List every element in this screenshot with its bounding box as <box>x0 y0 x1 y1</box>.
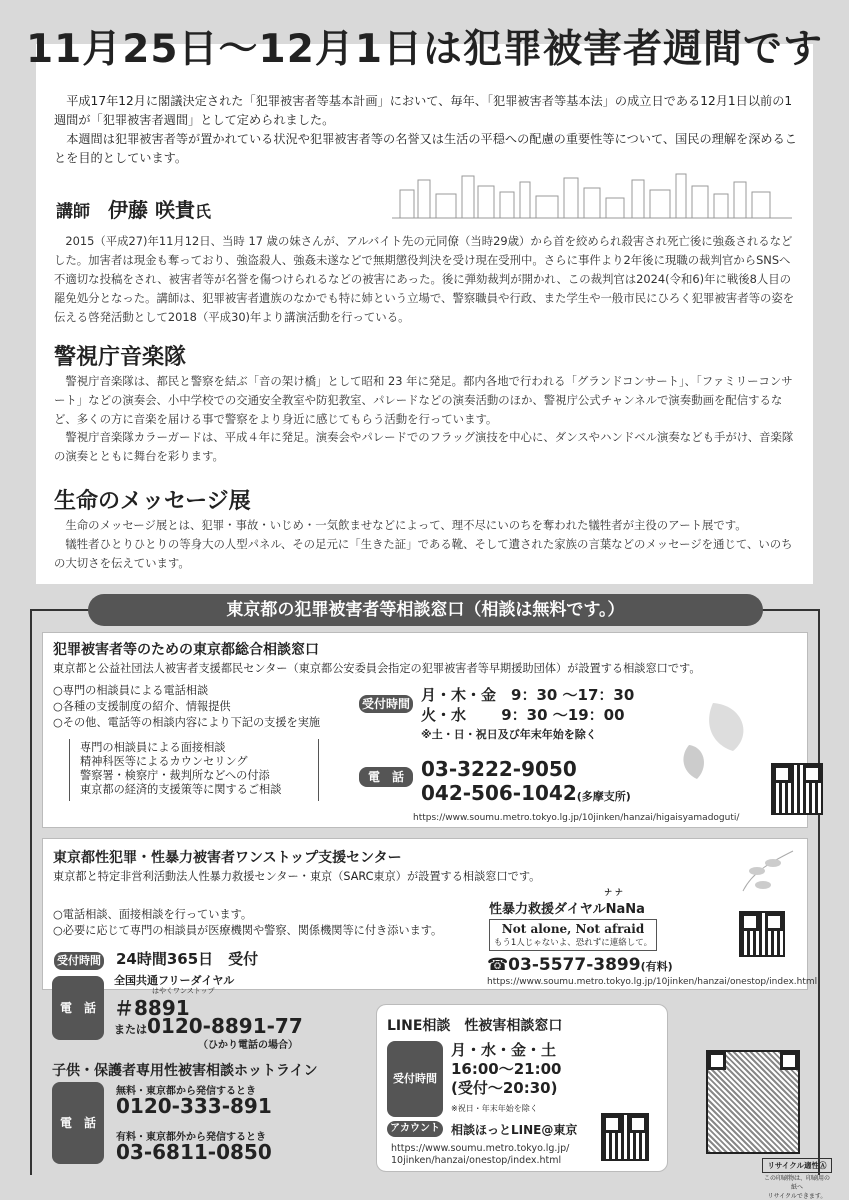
line-account[interactable]: 相談ほっとLINE@東京 <box>451 1123 578 1137</box>
leaf-icon <box>673 695 763 785</box>
line-reception: (受付〜20:30) <box>451 1079 558 1097</box>
message-paragraph: 生命のメッセージ展とは、犯罪・事故・いじめ・一気飲ませなどによって、理不尽にいのちを奪われた犠牲者が主役のアート展です。 <box>65 518 747 532</box>
intro-paragraph: 平成17年12月に閣議決定された「犯罪被害者等基本計画」において、毎年、「犯罪被害者等基本法」の成立日である12月1日以前の1週間が「犯罪被害者週間」として定められました。 <box>54 94 793 127</box>
phone-note: (多摩支所) <box>576 790 631 803</box>
line-time: 16:00〜21:00 <box>451 1060 562 1078</box>
phone-tag: 電 話 <box>52 1082 104 1164</box>
general-consult-box <box>42 632 808 828</box>
general-consult-title: 犯罪被害者等のための東京都総合相談窓口 <box>53 642 319 658</box>
child-hotline-title: 子供・保護者専用性被害相談ホットライン <box>52 1063 318 1079</box>
line-url-2[interactable]: 10jinken/hanzai/onestop/index.html <box>391 1155 562 1166</box>
general-sub-items <box>69 739 319 801</box>
lecturer-name: 伊藤 咲貴 <box>108 198 195 222</box>
phone-number[interactable]: 03-3222-9050 <box>421 757 577 781</box>
recycle-note: リサイクルできます。 <box>767 1193 827 1200</box>
message-heading: 生命のメッセージ展 <box>54 489 251 514</box>
nana-tagline-box <box>489 919 657 951</box>
free-number-note: （ひかり電話の場合） <box>198 1040 298 1051</box>
onestop-title: 東京都性犯罪・性暴力被害者ワンストップ支援センター <box>53 850 402 866</box>
list-item: 東京都の経済的支援策等に関するご相談 <box>80 783 282 796</box>
list-item: ○専門の相談員による電話相談 <box>53 684 209 697</box>
list-item: ○その他、電話等の相談内容により下記の支援を実施 <box>53 716 321 729</box>
recycle-label: リサイクル適性Ⓐ <box>762 1158 832 1173</box>
phone-number[interactable]: 042-506-1042 <box>421 781 577 805</box>
general-phones <box>421 757 631 809</box>
hours-tag: 受付時間 <box>359 695 413 713</box>
nana-ruby: ナ ナ <box>604 888 623 897</box>
child-paid-label: 有料・東京都外から発信するとき <box>116 1132 266 1143</box>
qr-code-icon[interactable] <box>771 763 823 815</box>
line-title: LINE相談 性被害相談窓口 <box>387 1018 563 1034</box>
free-number[interactable]: 0120-8891-77 <box>147 1014 303 1038</box>
general-consult-desc: 東京都と公益社団法人被害者支援都民センター（東京都公安委員会指定の犯罪被害者等早期援助団体）が設置する相談窓口です。 <box>53 662 701 675</box>
list-item: 警察署・検察庁・裁判所などへの付添 <box>80 769 270 782</box>
or-label: または <box>114 1023 147 1036</box>
onestop-hours: 24時間365日 受付 <box>116 950 259 968</box>
leaf-icon <box>733 841 803 901</box>
line-days: 月・水・金・土 <box>451 1041 557 1059</box>
account-tag: アカウント <box>387 1121 443 1137</box>
list-item: ○各種の支援制度の紹介、情報提供 <box>53 700 231 713</box>
recycle-mark <box>762 1158 832 1200</box>
qr-code-icon[interactable] <box>601 1113 649 1161</box>
free-dial-label: 全国共通フリーダイヤル <box>114 974 235 987</box>
message-paragraph: 犠牲者ひとりひとりの等身大の人型パネル、その足元に「生きた証」である靴、そして遺された家族の言葉などのメッセージを通じて、いのちの大切さを伝えています。 <box>54 537 793 570</box>
child-free-number[interactable]: 0120-333-891 <box>116 1094 272 1118</box>
lecturer-suffix: 氏 <box>194 202 211 221</box>
hours-line: 月・木・金 9：30 〜17：30 <box>421 686 635 704</box>
general-items <box>53 683 373 731</box>
phone-tag: 電 話 <box>52 976 104 1040</box>
line-note: ※祝日・年末年始を除く <box>451 1104 538 1113</box>
short-number[interactable]: ＃8891 <box>114 996 190 1020</box>
free-number-line <box>114 1014 303 1038</box>
nana-phone-line <box>487 955 673 975</box>
band-heading: 警視庁音楽隊 <box>54 345 187 370</box>
hours-note: ※土・日・祝日及び年末年始を除く <box>421 728 597 741</box>
list-item: 専門の相談員による面接相談 <box>80 741 226 754</box>
line-hours <box>451 1041 562 1098</box>
lecturer-heading <box>56 194 211 223</box>
hours-line: 火・水 9：30 〜19：00 <box>421 706 625 724</box>
nana-tagline: Not alone, Not afraid <box>501 922 645 936</box>
general-hours <box>421 685 634 745</box>
hours-tag: 受付時間 <box>54 952 104 970</box>
list-item: 精神科医等によるカウンセリング <box>80 755 248 768</box>
child-paid-number[interactable]: 03-6811-0850 <box>116 1140 272 1164</box>
short-ruby: はやくワンストップ <box>152 987 215 995</box>
nana-phone-note: (有料) <box>640 960 673 973</box>
nana-phone[interactable]: ☎03-5577-3899 <box>487 955 641 975</box>
onestop-url[interactable]: https://www.soumu.metro.tokyo.lg.jp/10jinken/hanzai/onestop/index.html <box>487 977 818 987</box>
qr-code-icon[interactable] <box>739 911 785 957</box>
child-free-label: 無料・東京都から発信するとき <box>116 1086 256 1097</box>
recycle-note: この印刷物は、印刷用の紙へ <box>763 1175 830 1191</box>
line-url-1[interactable]: https://www.soumu.metro.tokyo.lg.jp/ <box>391 1143 570 1154</box>
intro-text <box>54 92 799 168</box>
page-title: 11月25日〜12月1日は犯罪被害者週間です <box>26 27 823 72</box>
large-code-image <box>706 1050 800 1154</box>
phone-tag: 電 話 <box>359 767 413 787</box>
list-item: ○必要に応じて専門の相談員が医療機関や警察、関係機関等に付き添います。 <box>53 924 443 937</box>
consult-heading: 東京都の犯罪被害者等相談窓口（相談は無料です。） <box>88 594 763 626</box>
onestop-items <box>53 907 493 939</box>
band-paragraph: 警視庁音楽隊は、都民と警察を結ぶ「音の架け橋」として昭和 23 年に発足。都内各地で行われる「グランドコンサート」、「ファミリーコンサート」などの演奏会、小中学校での交通安全教室や防犯教室、パレードなどの演奏活動のほか、警視庁公式チャンネルで演奏動画を配信するなど、多くの方に音楽を届ける事で警察をより身近に感じてもらう活動を行っています。 <box>54 374 793 426</box>
onestop-desc: 東京都と特定非営利活動法人性暴力救援センター・東京（SARC東京）が設置する相談窓口です。 <box>53 870 541 883</box>
cityscape-illustration <box>392 170 792 220</box>
band-paragraph: 警視庁音楽隊カラーガードは、平成４年に発足。演奏会やパレードでのフラッグ演技を中心に、ダンスやハンドベル演奏なども手がけ、音楽隊の演奏とともに舞台を彩ります。 <box>54 430 794 463</box>
hours-tag: 受付時間 <box>387 1041 443 1117</box>
intro-paragraph: 本週間は犯罪被害者等が置かれている状況や犯罪被害者等の名誉又は生活の平穏への配慮の重要性等について、国民の理解を深めることを目的としています。 <box>54 132 797 165</box>
lecturer-bio: 2015（平成27)年11月12日、当時 17 歳の妹さんが、アルバイト先の元同僚（当時29歳）から首を絞められ殺害され死亡後に強姦されるなどした。加害者は現金も奪っており、強盗殺人、強姦未遂などで無期懲役判決を受け現在受刑中。さらに事件より2年後に現職の裁判官からSNSへ不適切な投稿をされ、被害者等が名誉を傷つけられるなどの被害にあった。後に弾劾裁判が開かれ、この裁判官は2024(令和6)年に戦後8人目の罷免処分となった。講師は、犯罪被害者遺族のなかでも特に姉という立場で、警察職員や行政、また学生や一般市民にひろく犯罪被害者等の姿を伝える啓発活動として2018（平成30)年より講演活動を行っている。 <box>54 234 795 324</box>
nana-name: 性暴力救援ダイヤルNaNa <box>489 902 645 917</box>
general-url[interactable]: https://www.soumu.metro.tokyo.lg.jp/10jinken/hanzai/higaisyamadoguti/ <box>413 813 740 823</box>
list-item: ○電話相談、面接相談を行っています。 <box>53 908 253 921</box>
lecturer-role: 講師 <box>56 202 90 222</box>
nana-subtext: もう1人じゃないよ、恐れずに連絡して。 <box>493 938 653 948</box>
line-consult-box <box>376 1004 668 1172</box>
nana-label <box>489 887 645 917</box>
